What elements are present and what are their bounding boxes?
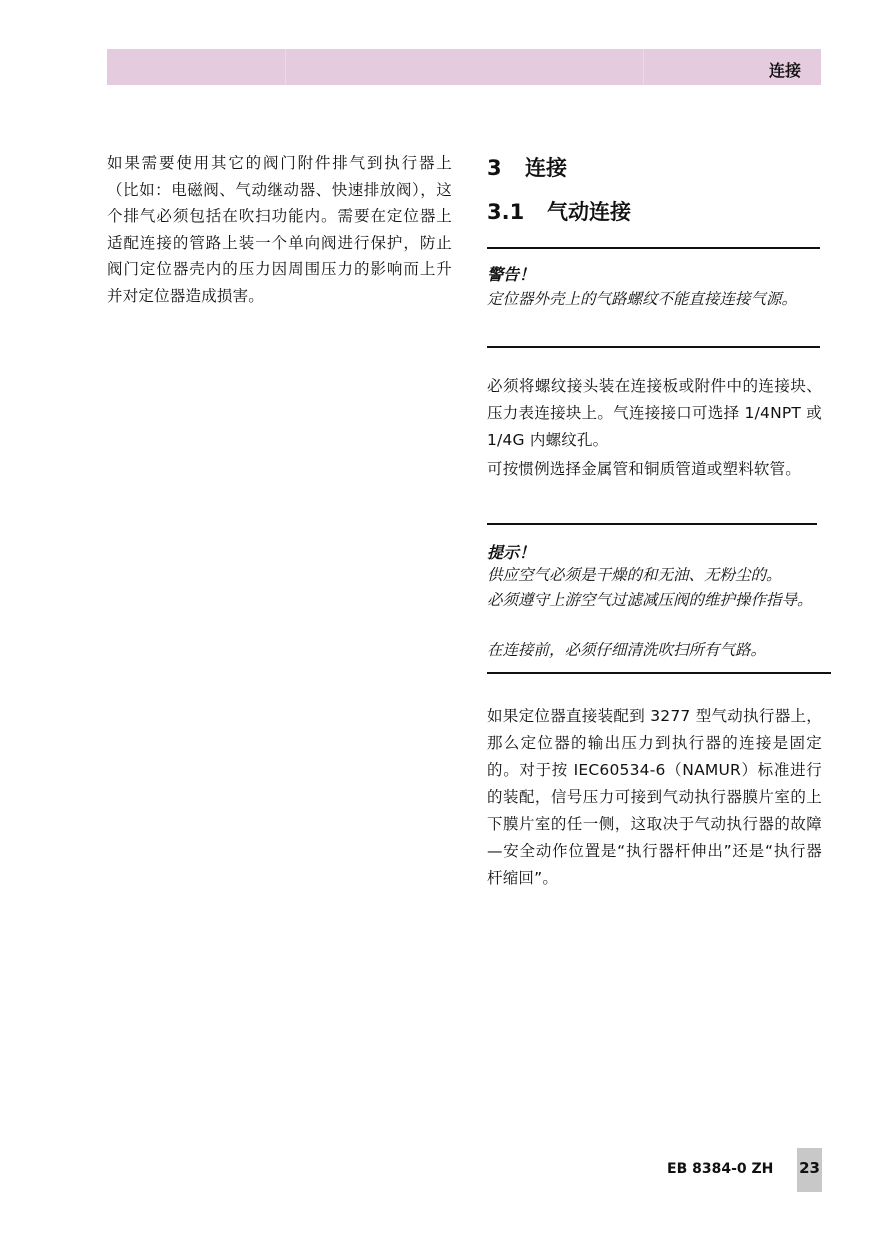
header-title: 连接: [768, 61, 801, 80]
section-heading: [487, 152, 567, 182]
header-band: [107, 49, 821, 85]
subsection-number: 3.1: [487, 200, 525, 224]
subsection-heading: [487, 196, 631, 226]
hint-title: 提示！: [487, 543, 536, 562]
paragraph-thread-connection: 必须将螺纹接头装在连接板或附件中的连接块、压力表连接块上。气连接接口可选择 1/4NPT 或 1/4G 内螺纹孔。: [487, 377, 822, 449]
section-title: 连接: [525, 156, 567, 180]
header-divider: [643, 49, 644, 85]
warning-bottom-rule: [487, 346, 820, 348]
section-number: 3: [487, 156, 502, 180]
warning-top-rule: [487, 247, 820, 249]
subsection-title: 气动连接: [547, 200, 631, 224]
footer-document-id: EB 8384-0 ZH: [667, 1161, 774, 1177]
page-number: 23: [797, 1148, 822, 1192]
header-divider: [285, 49, 286, 85]
left-column-paragraph: 如果需要使用其它的阀门附件排气到执行器上（比如：电磁阀、气动继动器、快速排放阀），这个排气必须包括在吹扫功能内。需要在定位器上适配连接的管路上装一个单向阀进行保护，防止阀门定位器壳内的压力因周围压力的影响而上升并对定位器造成损害。: [107, 154, 452, 305]
hint-top-rule: [487, 523, 817, 525]
hint-line: 必须遵守上游空气过滤减压阀的维护操作指导。: [487, 591, 813, 609]
hint-bottom-rule: [487, 672, 831, 674]
paragraph-actuator-connection: 如果定位器直接装配到 3277 型气动执行器上，那么定位器的输出压力到执行器的连接是固定的。对于按 IEC60534-6（NAMUR）标准进行的装配，信号压力可接到气动执行器膜片室的上下膜片室的任一侧，这取决于气动执行器的故障—安全动作位置是“执行器杆伸出”还是“执行器杆缩回”。: [487, 707, 822, 887]
hint-line: 供应空气必须是干燥的和无油、无粉尘的。: [487, 566, 782, 584]
hint-line: 在连接前，必须仔细清洗吹扫所有气路。: [487, 641, 767, 659]
warning-title: 警告！: [487, 265, 536, 284]
warning-text: 定位器外壳上的气路螺纹不能直接连接气源。: [487, 290, 798, 308]
paragraph-tubing: 可按惯例选择金属管和铜质管道或塑料软管。: [487, 460, 802, 478]
